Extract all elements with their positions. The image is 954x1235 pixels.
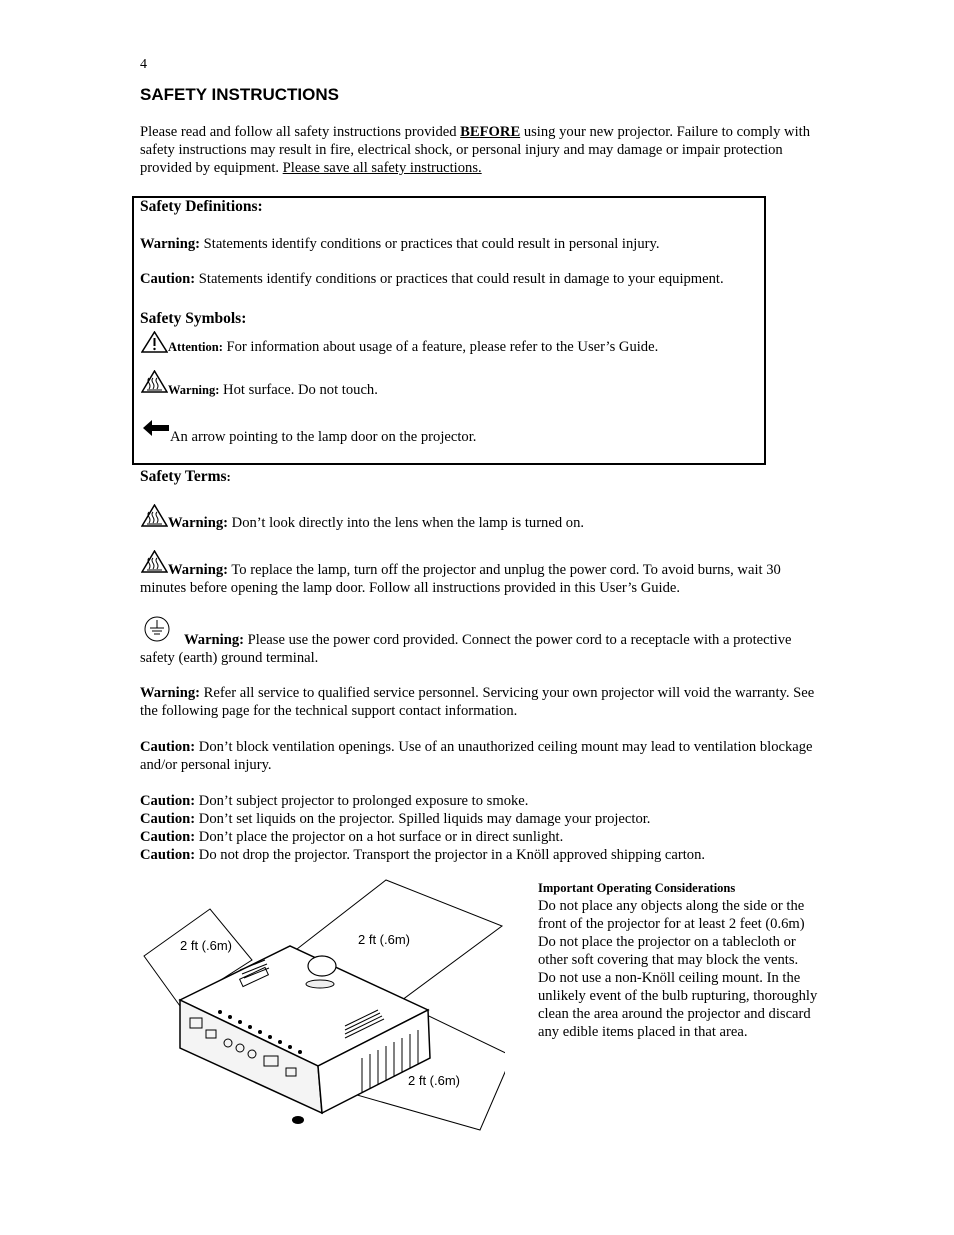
- symbol-attention-text: For information about usage of a feature, please refer to the User’s Guide.: [222, 339, 659, 355]
- clearance-label-right: 2 ft (.6m): [408, 1073, 461, 1088]
- definitions-heading: Safety Definitions:: [140, 198, 263, 215]
- symbols-heading: Safety Symbols:: [140, 310, 247, 327]
- symbol-hot: [168, 381, 768, 399]
- consideration-item: Do not place the projector on a tablecloth or other soft covering that may block the vents.: [538, 934, 799, 968]
- definition-caution-text: Statements identify conditions or practices that could result in damage to your equipment.: [195, 271, 724, 287]
- operating-considerations: [538, 879, 818, 1041]
- term-item: Warning: Refer all service to qualified service personnel. Servicing your own projector will void the warranty. See the following page for the technical support contact information.: [140, 685, 815, 719]
- term-item: Caution: Don’t set liquids on the projector. Spilled liquids may damage your projector.: [140, 811, 651, 827]
- symbol-hot-text: Hot surface. Do not touch.: [219, 382, 378, 398]
- definition-warning: [140, 235, 760, 253]
- terms-heading: Safety Terms:: [140, 468, 231, 485]
- symbol-hot-label: Warning:: [168, 383, 220, 397]
- definition-warning-text: Statements identify conditions or practices that could result in personal injury.: [200, 236, 660, 252]
- definition-caution: [140, 270, 780, 288]
- intro-pre: Please read and follow all safety instructions provided: [140, 124, 461, 140]
- symbol-attention: [168, 338, 768, 356]
- term-item: Caution: Don’t subject projector to prolonged exposure to smoke.: [140, 793, 529, 809]
- definition-warning-label: Warning:: [140, 236, 201, 252]
- symbol-arrow-text: An arrow pointing to the lamp door on the projector.: [170, 429, 477, 445]
- symbol-attention-label: Attention:: [168, 340, 223, 354]
- consideration-item: Do not use a non-Knöll ceiling mount. In the unlikely event of the bulb rupturing, thoroughly clean the area around the projector and discard any edible items placed in that area.: [538, 970, 818, 1040]
- left-arrow-icon: [143, 420, 170, 436]
- term-item: Caution: Don’t block ventilation openings. Use of an unauthorized ceiling mount may lead to ventilation blockage and/or personal injury.: [140, 739, 813, 773]
- considerations-heading: Important Operating Considerations: [538, 881, 736, 895]
- clearance-label-top: 2 ft (.6m): [358, 932, 411, 947]
- attention-triangle-icon: [141, 331, 168, 353]
- hot-surface-warning-icon: [141, 504, 168, 527]
- intro-post: using your new projector. Failure to comply with safety instructions may result in fire, electrical shock, or personal injury and may damage or impair protection provided by equipment.: [140, 124, 810, 176]
- term-item: Caution: Don’t place the projector on a hot surface or in direct sunlight.: [140, 829, 564, 845]
- consideration-item: Do not place any objects along the side or the front of the projector for at least 2 feet (0.6m): [538, 898, 805, 932]
- intro-emphasis: BEFORE: [460, 124, 521, 140]
- clearance-label-left: 2 ft (.6m): [180, 938, 233, 953]
- term-item: Warning: Please use the power cord provided. Connect the power cord to a receptacle with a protective safety (earth) ground terminal.: [140, 632, 792, 666]
- definition-caution-label: Caution:: [140, 271, 196, 287]
- hot-surface-warning-icon: [141, 370, 168, 393]
- intro-paragraph: [140, 123, 820, 177]
- term-item: Warning: To replace the lamp, turn off the projector and unplug the power cord. To avoid burns, wait 30 minutes before opening the lamp door. Follow all instructions provided in this User’s Guide.: [140, 562, 781, 596]
- term-item: Warning: Don’t look directly into the lens when the lamp is turned on.: [168, 515, 585, 531]
- intro-underlined: Please save all safety instructions.: [282, 160, 482, 176]
- projector-clearance-illustration: [140, 878, 505, 1133]
- page-title: SAFETY INSTRUCTIONS: [140, 85, 339, 104]
- page-number: 4: [140, 57, 147, 72]
- term-item: Caution: Do not drop the projector. Transport the projector in a Knöll approved shipping carton.: [140, 847, 706, 863]
